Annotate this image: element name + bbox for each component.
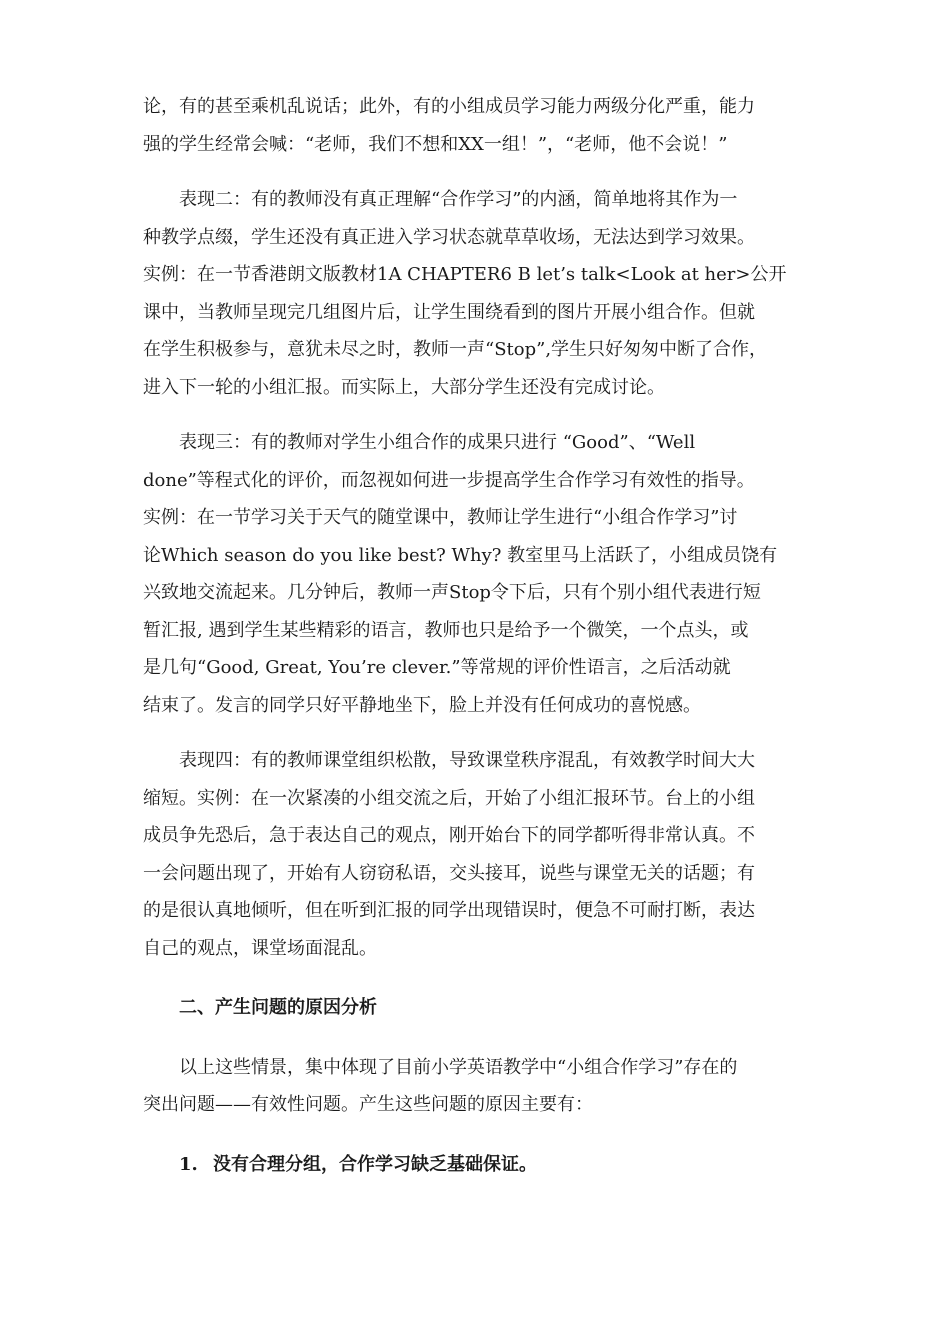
text-line: 课中，当教师呈现完几组图片后，让学生围绕看到的图片开展小组合作。但就	[143, 301, 755, 323]
paragraph-continuation	[143, 88, 808, 163]
text-line: 结束了。发言的同学只好平静地坐下，脸上并没有任何成功的喜悦感。	[143, 694, 701, 716]
list-number: 1.	[179, 1153, 198, 1175]
text-line: 实例：在一节学习关于天气的随堂课中，教师让学生进行“小组合作学习”讨	[143, 507, 738, 528]
text-line: 表现四：有的教师课堂组织松散，导致课堂秩序混乱，有效教学时间大大	[143, 750, 755, 771]
text-line: 缩短。实例：在一次紧凑的小组交流之后，开始了小组汇报环节。台上的小组	[143, 787, 755, 809]
text-line: 表现三：有的教师对学生小组合作的成果只进行 “Good”、“Well	[143, 432, 696, 453]
paragraph-performance-three	[143, 424, 808, 724]
text-line: 种教学点缀，学生还没有真正进入学习状态就草草收场，无法达到学习效果。	[143, 226, 755, 248]
text-line: 论，有的甚至乘机乱说话；此外，有的小组成员学习能力两级分化严重，能力	[143, 96, 755, 117]
text-line: done”等程式化的评价，而忽视如何进一步提高学生合作学习有效性的指导。	[143, 469, 755, 491]
paragraph-performance-two	[143, 181, 808, 406]
paragraph-performance-four	[143, 742, 808, 967]
text-line: 强的学生经常会喊：“老师，我们不想和XX一组！”，“老师，他不会说！”	[143, 133, 728, 155]
paragraph-gap	[143, 1027, 808, 1049]
text-line: 兴致地交流起来。几分钟后，教师一声Stop令下后，只有个别小组代表进行短	[143, 582, 761, 603]
text-line: 暂汇报, 遇到学生某些精彩的语言，教师也只是给予一个微笑，一个点头，或	[143, 619, 749, 641]
text-line: 实例：在一节香港朗文版教材1A CHAPTER6 B let’s talk<Look at her>公开	[143, 264, 787, 285]
paragraph-summary	[143, 1049, 808, 1124]
text-line: 自己的观点，课堂场面混乱。	[143, 937, 377, 959]
text-line: 表现二：有的教师没有真正理解“合作学习”的内涵，简单地将其作为一	[143, 189, 738, 210]
paragraph-gap	[143, 967, 808, 989]
text-line: 以上这些情景，集中体现了目前小学英语教学中“小组合作学习”存在的	[143, 1056, 738, 1078]
text-line: 进入下一轮的小组汇报。而实际上，大部分学生还没有完成讨论。	[143, 376, 665, 398]
text-line: 在学生积极参与，意犹未尽之时，教师一声“Stop”,学生只好匆匆中断了合作，	[143, 339, 768, 360]
text-line: 突出问题——有效性问题。产生这些问题的原因主要有：	[143, 1094, 593, 1115]
numbered-subheading	[143, 1146, 808, 1184]
text-line: 是几句“Good, Great, You’re clever.”等常规的评价性语言，之后活动就	[143, 657, 731, 678]
paragraph-gap	[143, 724, 808, 742]
paragraph-gap	[143, 406, 808, 424]
paragraph-gap	[143, 1124, 808, 1146]
section-heading: 二、产生问题的原因分析	[179, 997, 377, 1018]
document-page	[143, 88, 808, 1183]
text-line: 成员争先恐后，急于表达自己的观点，刚开始台下的同学都听得非常认真。不	[143, 825, 755, 846]
list-item-text: 没有合理分组，合作学习缺乏基础保证。	[213, 1153, 537, 1175]
text-line: 论Which season do you like best? Why? 教室里马上活跃了，小组成员饶有	[143, 544, 778, 566]
text-line: 一会问题出现了，开始有人窃窃私语，交头接耳，说些与课堂无关的话题；有	[143, 862, 755, 884]
paragraph-gap	[143, 163, 808, 181]
text-line: 的是很认真地倾听，但在听到汇报的同学出现错误时，便急不可耐打断，表达	[143, 900, 755, 921]
